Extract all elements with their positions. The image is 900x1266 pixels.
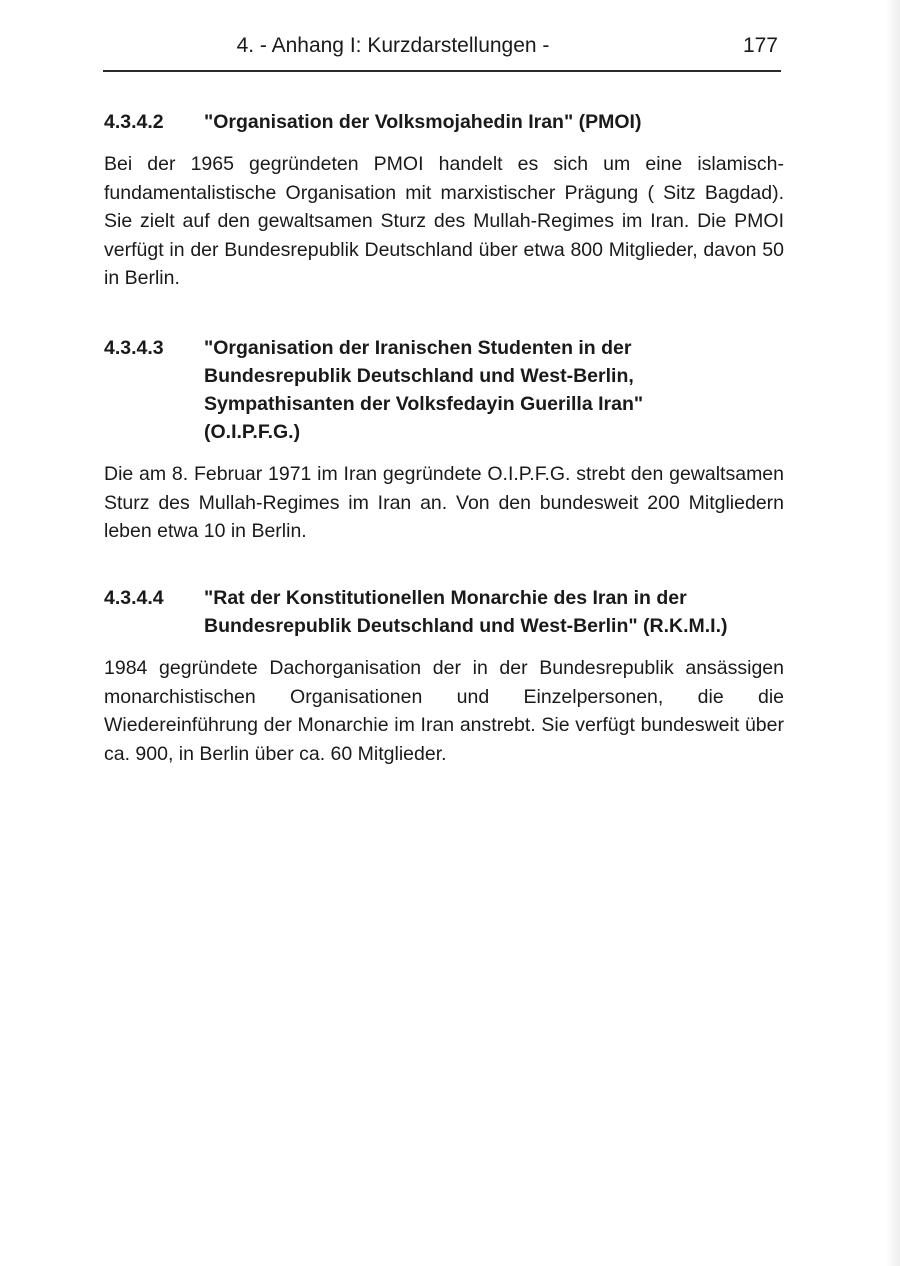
section-paragraph: 1984 gegründete Dachorganisation der in der Bundesrepublik ansässigen monarchistischen Organisationen und Einzelpersonen, die die Wiedereinführung der Monarchie im Iran anstrebt. Sie verfügt bundesweit über ca. 900, in Berlin über ca. 60 Mitglieder. xyxy=(104,657,784,765)
section-4-3-4-3 xyxy=(104,334,784,546)
section-heading xyxy=(104,584,784,640)
section-number: 4.3.4.3 xyxy=(104,337,164,359)
section-paragraph: Die am 8. Februar 1971 im Iran gegründete O.I.P.F.G. strebt den gewaltsamen Sturz des Mullah-Regimes im Iran an. Von den bundesweit 200 Mitgliedern leben etwa 10 in Berlin. xyxy=(104,463,784,542)
section-paragraph: Bei der 1965 gegründeten PMOI handelt es sich um eine islamisch-fundamentalistische Organisation mit marxistischer Prägung ( Sitz Bagdad). Sie zielt auf den gewaltsamen Sturz des Mullah-Regimes im Iran. Die PMOI verfügt in der Bundesrepublik Deutschland über etwa 800 Mitglieder, davon 50 in Berlin. xyxy=(104,153,784,289)
page-header xyxy=(104,30,780,60)
running-header-title: 4. - Anhang I: Kurzdarstellungen - xyxy=(236,34,550,57)
section-4-3-4-2 xyxy=(104,108,784,293)
header-divider xyxy=(103,70,781,72)
section-title: "Rat der Konstitutionellen Monarchie des Iran in der Bundesrepublik Deutschland und West-Berlin" (R.K.M.I.) xyxy=(204,587,728,637)
page-number: 177 xyxy=(742,34,778,57)
section-number: 4.3.4.4 xyxy=(104,587,164,609)
section-title: "Organisation der Iranischen Studenten in der Bundesrepublik Deutschland und West-Berlin, Sympathisanten der Volksfedayin Guerilla Iran" (O.I.P.F.G.) xyxy=(204,337,644,443)
section-number: 4.3.4.2 xyxy=(104,111,164,133)
section-title: "Organisation der Volksmojahedin Iran" (PMOI) xyxy=(204,111,642,133)
section-heading xyxy=(104,334,784,446)
section-heading xyxy=(104,108,784,136)
section-4-3-4-4 xyxy=(104,584,784,768)
scan-edge-shadow xyxy=(886,0,900,1266)
